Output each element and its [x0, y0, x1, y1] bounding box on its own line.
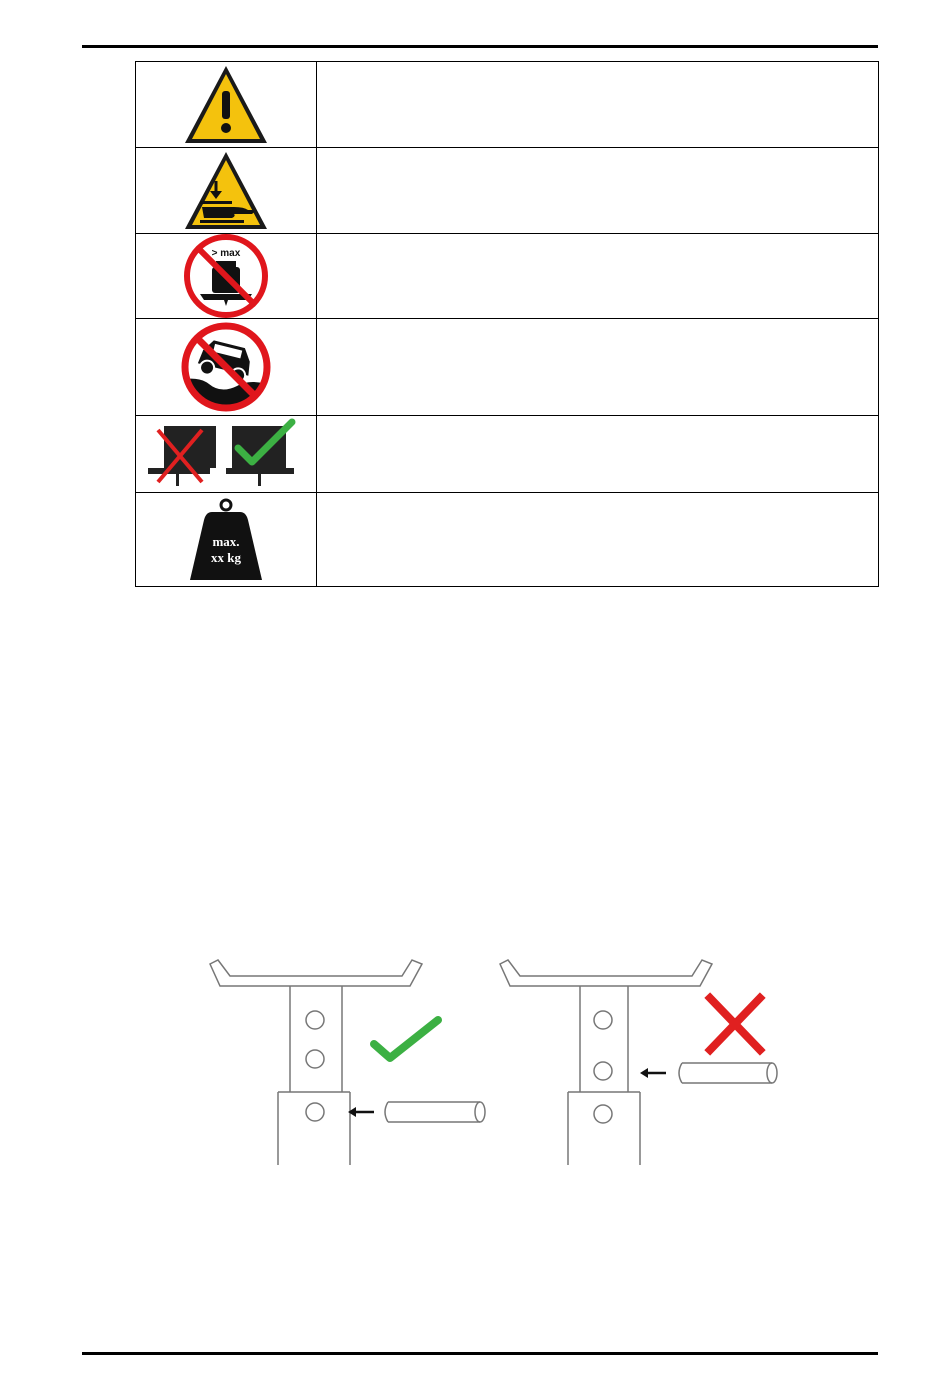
icon-cell — [136, 148, 317, 234]
check-icon — [374, 1020, 438, 1058]
table-row — [136, 148, 879, 234]
icon-label: max. xx kg — [211, 533, 241, 565]
footer-rule — [82, 1352, 878, 1355]
no-uneven-ground-icon — [179, 320, 273, 414]
icon-cell — [136, 234, 317, 319]
safety-symbols-table — [135, 61, 879, 587]
pin-insertion-figure — [200, 950, 790, 1175]
table-row — [136, 416, 879, 493]
description-cell — [317, 148, 879, 234]
max-weight-icon — [186, 496, 266, 584]
description-cell — [317, 234, 879, 319]
icon-cell — [136, 493, 317, 587]
header-rule — [82, 45, 878, 48]
no-overload-icon — [184, 234, 268, 318]
description-cell — [317, 62, 879, 148]
description-cell — [317, 493, 879, 587]
cross-icon — [710, 998, 760, 1050]
icon-cell — [136, 319, 317, 416]
icon-label: > max — [211, 248, 241, 259]
table-row — [136, 62, 879, 148]
hand-crush-warning-icon — [182, 149, 270, 233]
general-warning-icon — [182, 63, 270, 147]
stand-correct — [210, 960, 485, 1165]
description-cell — [317, 416, 879, 493]
icon-cell — [136, 416, 317, 493]
description-cell — [317, 319, 879, 416]
load-placement-icon — [146, 418, 306, 490]
icon-cell — [136, 62, 317, 148]
table-row — [136, 234, 879, 319]
table-row — [136, 319, 879, 416]
stand-incorrect — [500, 960, 777, 1165]
table-row — [136, 493, 879, 587]
